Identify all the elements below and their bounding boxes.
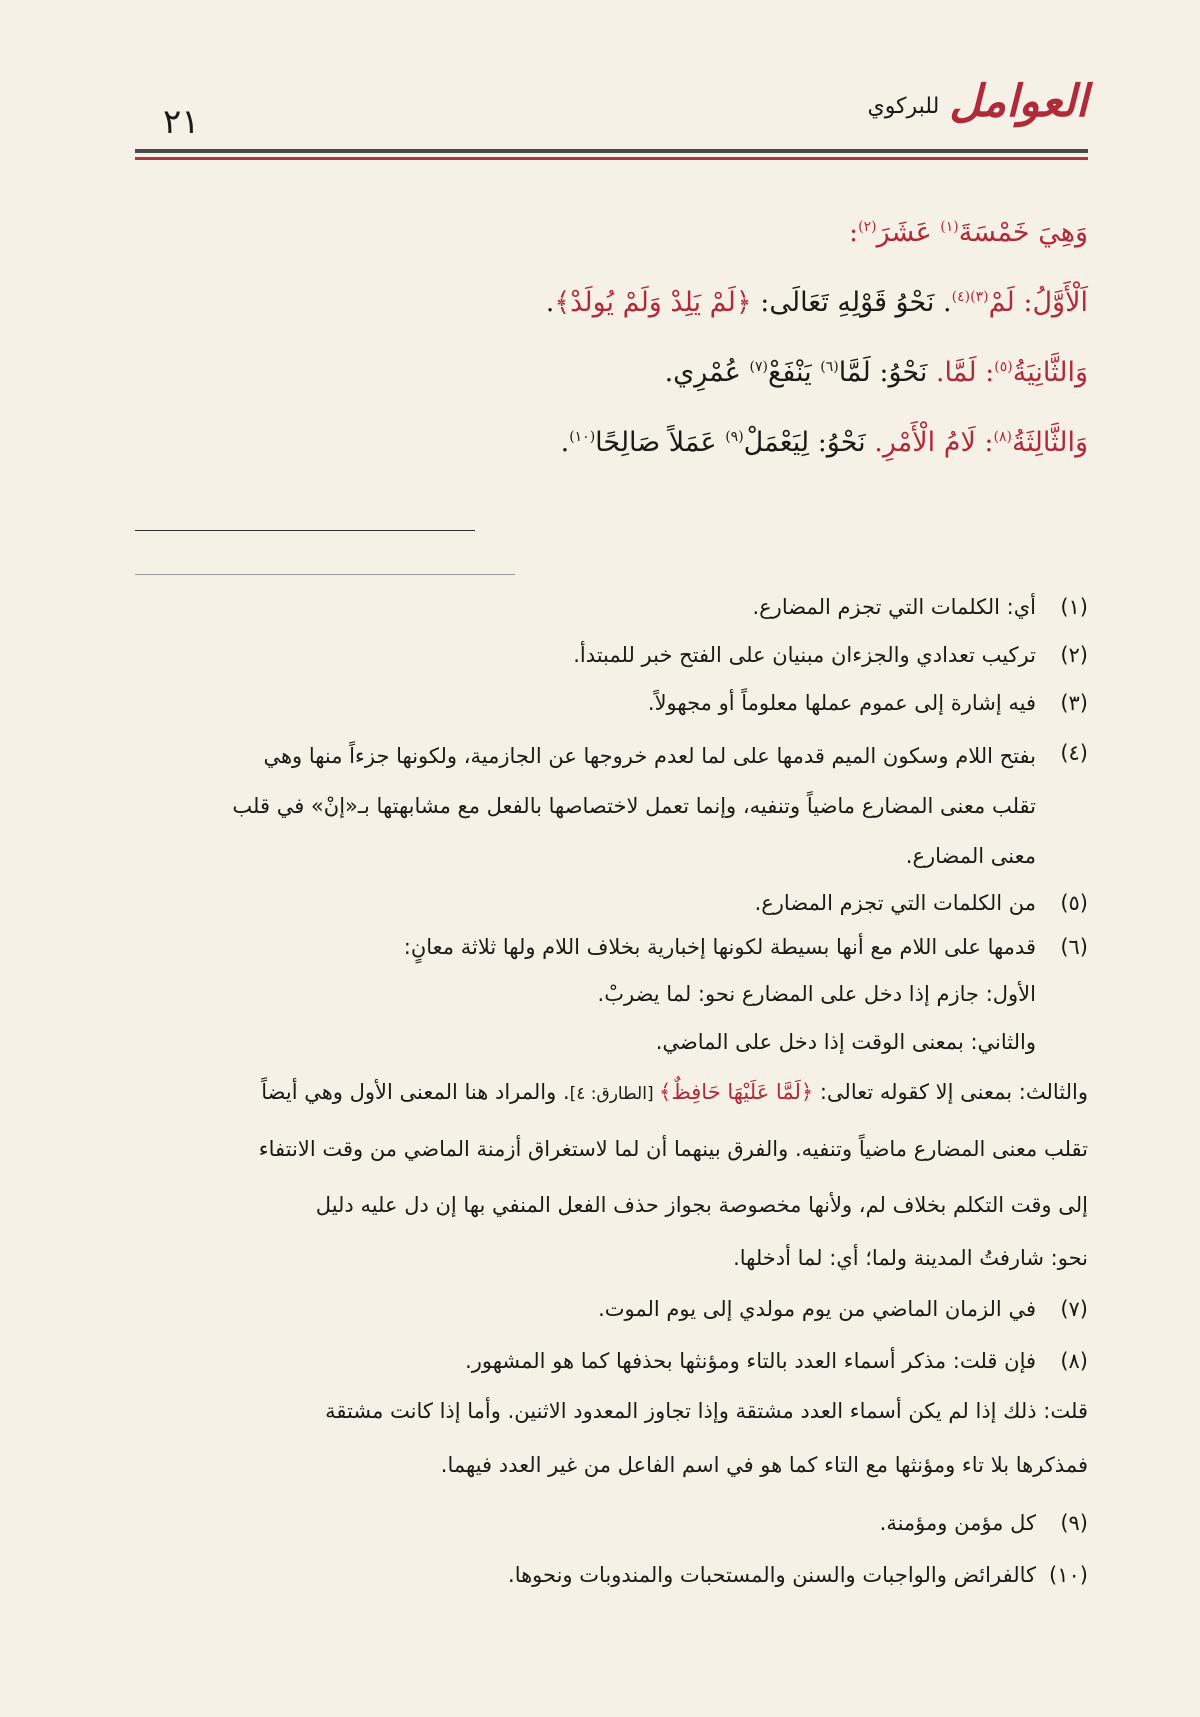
footnote-5 [135, 881, 1088, 925]
main-footnote-separator [135, 530, 475, 531]
header-rule-dark [135, 149, 1088, 153]
footnote-text: . والمراد هنا المعنى الأول وهي أيضاً [261, 1080, 570, 1104]
footnote-ref[interactable]: (٧) [749, 359, 768, 375]
footnote-separator [135, 574, 515, 575]
surah-reference: [الطارق: ٤] [569, 1084, 660, 1104]
item-text: عُمْرِي. [664, 357, 750, 388]
footnote-ref[interactable]: (٥) [994, 359, 1013, 375]
footnote-8 [135, 1339, 1088, 1383]
footnote-ref[interactable]: (٩) [725, 429, 744, 445]
item-text: يَنْفَعْ [767, 357, 821, 388]
running-header [135, 76, 1088, 142]
intro-line [135, 195, 1088, 265]
footnote-number: (٨) [1060, 1349, 1088, 1373]
footnote-text: فيه إشارة إلى عموم عملها معلوماً أو مجهولاً. [647, 691, 1036, 715]
footnote-number: (٤) [1060, 741, 1088, 765]
footnote-number: (٥) [1060, 891, 1088, 915]
footnote-ref[interactable]: (١٠) [569, 429, 596, 445]
item-line-1 [135, 265, 1088, 335]
item-line-3 [135, 405, 1088, 475]
author-name: للبركوي [867, 94, 940, 119]
footnote-text: بفتح اللام وسكون الميم قدمها على لما لعدم خروجها عن الجازمية، ولكونها جزءاً منها وهي [263, 744, 1036, 768]
footnote-ref[interactable]: (١) [940, 219, 959, 235]
footnote-text: تقلب معنى المضارع ماضياً وتنفيه. والفرق بينهما أن لما لاستغراق أزمنة الماضي من وقت الانتفاء [258, 1137, 1088, 1161]
footnote-text: والثالث: بمعنى إلا كقوله تعالى: [813, 1080, 1088, 1104]
footnote-text: إلى وقت التكلم بخلاف لم، ولأنها مخصوصة بجواز حذف الفعل المنفي بها إن دل عليه دليل [315, 1193, 1088, 1217]
item-label: : لَامُ الْأَمْرِ. [874, 427, 994, 458]
footnote-4 [135, 731, 1088, 881]
footnote-6 [135, 925, 1088, 969]
intro-text: وَهِيَ خَمْسَةَ [958, 217, 1088, 248]
footnote-6-meanings [135, 969, 1088, 1065]
footnote-text: فمذكرها بلا تاء ومؤنثها مع التاء كما هو في اسم الفاعل من غير العدد فيهما. [440, 1453, 1088, 1477]
footnote-text: تركيب تعدادي والجزءان مبنيان على الفتح خبر للمبتدأ. [573, 643, 1036, 667]
footnote-ref[interactable]: (٦) [820, 359, 839, 375]
quran-quote: ﴿لَمَّا عَلَيْهَا حَافِظٌ﴾ [659, 1080, 814, 1104]
item-label: وَالثَّالِثَةُ [1012, 427, 1088, 458]
footnote-text: فإن قلت: مذكر أسماء العدد بالتاء ومؤنثها بحذفها كما هو المشهور. [465, 1349, 1036, 1373]
footnote-text: تقلب معنى المضارع ماضياً وتنفيه، وإنما تعمل لاختصاصها بالفعل مع مشابهتها بـ«إنْ» في قلب [232, 794, 1036, 818]
footnote-text: نحو: شارفتُ المدينة ولما؛ أي: لما أدخلها. [733, 1246, 1088, 1270]
footnote-number: (٧) [1060, 1297, 1088, 1321]
footnote-ref[interactable]: (٢) [858, 219, 877, 235]
footnote-number: (٢) [1060, 643, 1088, 667]
item-text: عَمَلاً صَالِحًا [595, 427, 726, 458]
item-text: . [545, 287, 555, 318]
book-title: العوامل [949, 76, 1088, 127]
footnote-text: قدمها على اللام مع أنها بسيطة لكونها إخبارية بخلاف اللام ولها ثلاثة معانٍ: [403, 935, 1036, 959]
footnote-2 [135, 633, 1088, 677]
item-label: : لَمَّا. [935, 357, 995, 388]
item-line-2 [135, 335, 1088, 405]
footnote-number: (١٠) [1049, 1563, 1088, 1587]
meaning-3 [135, 1065, 1088, 1121]
footnote-number: (١) [1060, 595, 1088, 619]
footnote-9 [135, 1501, 1088, 1545]
intro-text: : [849, 217, 859, 248]
main-text [135, 195, 1088, 475]
meaning-1: الأول: جازم إذا دخل على المضارع نحو: لما يضربْ. [597, 982, 1036, 1006]
footnote-text: كالفرائض والواجبات والسنن والمستحبات والمندوبات ونحوها. [508, 1563, 1036, 1587]
meaning-2: والثاني: بمعنى الوقت إذا دخل على الماضي. [655, 1030, 1036, 1054]
item-label: اَلْأَوَّلُ: لَمْ [988, 287, 1088, 318]
intro-text: عَشَرَ [876, 217, 941, 248]
quran-quote: ﴿لَمْ يَلِدْ وَلَمْ يُولَدْ﴾ [554, 287, 752, 318]
footnote-ref[interactable]: (٣)(٤) [951, 289, 989, 305]
footnote-1 [135, 585, 1088, 629]
book-title-block [867, 76, 1088, 127]
footnote-text: أي: الكلمات التي تجزم المضارع. [752, 595, 1036, 619]
footnotes [135, 585, 1088, 1597]
item-text: . نَحْوُ قَوْلِهِ تَعَالَى: [751, 287, 952, 318]
header-rule-red [135, 157, 1088, 160]
footnote-text: قلت: ذلك إذا لم يكن أسماء العدد مشتقة وإذا تجاوز المعدود الاثنين. وأما إذا كانت مشتقة [325, 1399, 1088, 1423]
item-text: . [560, 427, 570, 458]
footnote-3 [135, 681, 1088, 725]
footnote-ref[interactable]: (٨) [993, 429, 1012, 445]
footnote-number: (٩) [1060, 1511, 1088, 1535]
footnote-text: في الزمان الماضي من يوم مولدي إلى يوم الموت. [598, 1297, 1036, 1321]
item-text: نَحْوُ: لَمَّا [838, 357, 936, 388]
footnote-number: (٦) [1060, 935, 1088, 959]
footnote-text: من الكلمات التي تجزم المضارع. [754, 891, 1036, 915]
footnote-number: (٣) [1060, 691, 1088, 715]
page-number: ٢١ [163, 102, 200, 142]
footnote-10 [135, 1553, 1088, 1597]
footnote-text: معنى المضارع. [905, 844, 1036, 868]
footnote-7 [135, 1287, 1088, 1331]
item-text: نَحْوُ: لِيَعْمَلْ [743, 427, 875, 458]
item-label: وَالثَّانِيَةُ [1012, 357, 1088, 388]
footnote-text: كل مؤمن ومؤمنة. [879, 1511, 1036, 1535]
